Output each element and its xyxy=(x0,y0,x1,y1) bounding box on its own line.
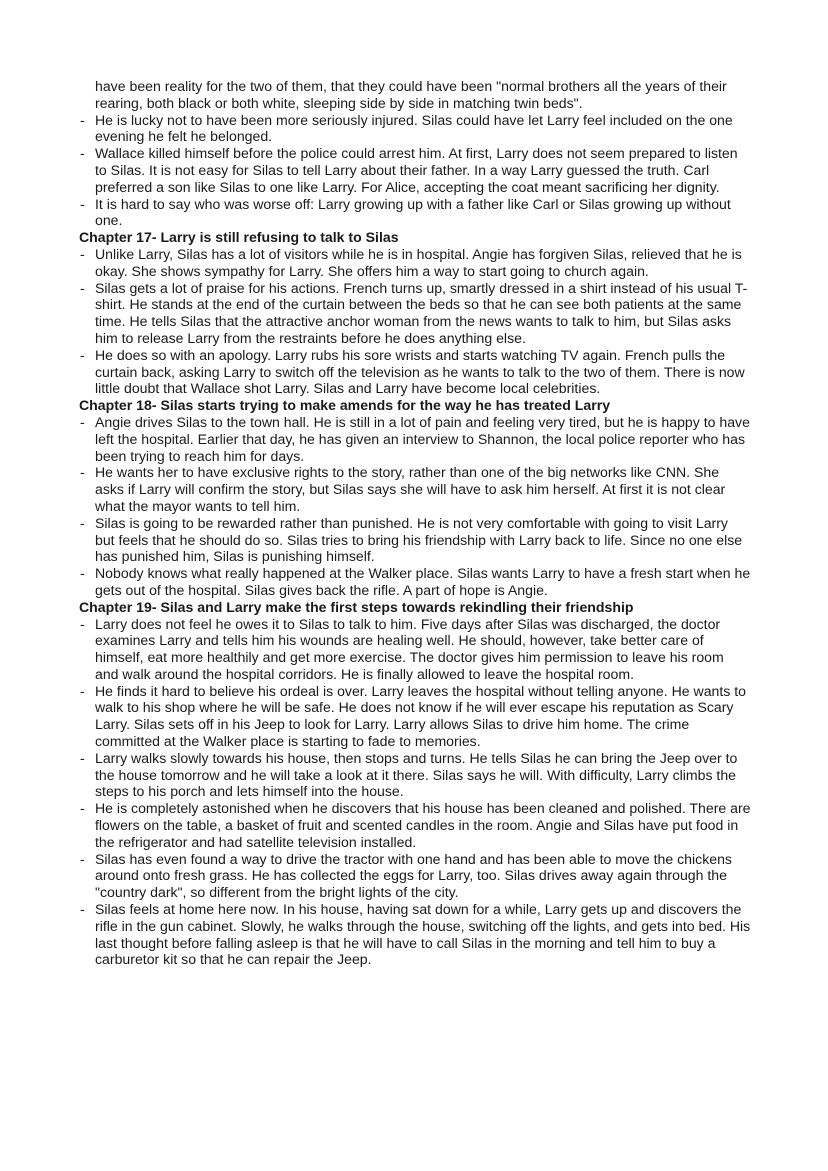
chapter-19-section xyxy=(79,599,751,969)
list-item: - He does so with an apology. Larry rubs his sore wrists and starts watching TV again. French pulls the curtain back, asking Larry to switch off the television as he wants to talk to the two of them. There is now little doubt that Wallace shot Larry. Silas and Larry have become local celebrities. xyxy=(79,347,751,397)
list-item: - Angie drives Silas to the town hall. He is still in a lot of pain and feeling very tired, but he is happy to have left the hospital. Earlier that day, he has given an interview to Shannon, the local police reporter who has been trying to reach him for days. xyxy=(79,414,751,464)
document-page xyxy=(79,78,751,968)
list-item: - Larry does not feel he owes it to Silas to talk to him. Five days after Silas was discharged, the doctor examines Larry and tells him his wounds are healing well. He should, however, take better care of himself, eat more healthily and get more exercise. The doctor gives him permission to leave his room and walk around the hospital corridors. He is finally allowed to leave the hospital room. xyxy=(79,616,751,683)
list-item: - Larry walks slowly towards his house, then stops and turns. He tells Silas he can bring the Jeep over to the house tomorrow and he will take a look at it there. Silas says he will. With difficulty, Larry climbs the steps to his porch and lets himself into the house. xyxy=(79,750,751,800)
chapter-17-section xyxy=(79,229,751,397)
list-item: - He wants her to have exclusive rights to the story, rather than one of the big networks like CNN. She asks if Larry will confirm the story, but Silas says she will have to ask him herself. At first it is not clear what the mayor wants to tell him. xyxy=(79,464,751,514)
chapter-bullet-list xyxy=(79,616,751,969)
chapter-heading: Chapter 19- Silas and Larry make the first steps towards rekindling their friendship xyxy=(79,598,634,615)
list-item: - Silas is going to be rewarded rather than punished. He is not very comfortable with going to visit Larry but feels that he should do so. Silas tries to bring his friendship with Larry back to life. Since no one else has punished him, Silas is punishing himself. xyxy=(79,515,751,565)
chapter-heading: Chapter 18- Silas starts trying to make amends for the way he has treated Larry xyxy=(79,397,611,414)
list-item: - Nobody knows what really happened at the Walker place. Silas wants Larry to have a fresh start when he gets out of the hospital. Silas gives back the rifle. A part of hope is Angie. xyxy=(79,565,751,599)
list-item: - Wallace killed himself before the police could arrest him. At first, Larry does not seem prepared to listen to Silas. It is not easy for Silas to tell Larry about their father. In a way Larry guessed the truth. Carl preferred a son like Silas to one like Larry. For Alice, accepting the coat meant sacrificing her dignity. xyxy=(79,145,751,195)
chapter-bullet-list xyxy=(79,246,751,397)
list-item: - He finds it hard to believe his ordeal is over. Larry leaves the hospital without telling anyone. He wants to walk to his shop where he will be safe. He does not know if he will ever escape his reputation as Scary Larry. Silas sets off in his Jeep to look for Larry. Larry allows Silas to drive him home. The crime committed at the Walker place is starting to fade to memories. xyxy=(79,683,751,750)
list-item: - Silas feels at home here now. In his house, having sat down for a while, Larry gets up and discovers the rifle in the gun cabinet. Slowly, he walks through the house, switching off the lights, and gets into bed. His last thought before falling asleep is that he will have to call Silas in the morning and tell him to buy a carburetor kit so that he can repair the Jeep. xyxy=(79,901,751,968)
list-item: - He is completely astonished when he discovers that his house has been cleaned and polished. There are flowers on the table, a basket of fruit and scented candles in the room. Angie and Silas have put food in the refrigerator and had satellite television installed. xyxy=(79,800,751,850)
chapter-heading: Chapter 17- Larry is still refusing to talk to Silas xyxy=(79,229,399,246)
chapter-18-section xyxy=(79,397,751,599)
list-item: - Silas has even found a way to drive the tractor with one hand and has been able to move the chickens around onto fresh grass. He has collected the eggs for Larry, too. Silas drives away again through the "country dark", so different from the bright lights of the city. xyxy=(79,851,751,901)
intro-bullet-list xyxy=(79,112,751,230)
list-item: - Unlike Larry, Silas has a lot of visitors while he is in hospital. Angie has forgiven Silas, relieved that he is okay. She shows sympathy for Larry. She offers him a way to start going to church again. xyxy=(79,246,751,280)
list-item: - It is hard to say who was worse off: Larry growing up with a father like Carl or Silas growing up without one. xyxy=(79,196,751,230)
list-item: - He is lucky not to have been more seriously injured. Silas could have let Larry feel included on the one evening he felt he belonged. xyxy=(79,112,751,146)
chapter-bullet-list xyxy=(79,414,751,599)
list-item: - Silas gets a lot of praise for his actions. French turns up, smartly dressed in a shirt instead of his usual T-shirt. He stands at the end of the curtain between the beds so that he can see both patients at the same time. He tells Silas that the attractive anchor woman from the news wants to talk to him, but Silas asks him to release Larry from the restraints before he does anything else. xyxy=(79,280,751,347)
intro-continuation: have been reality for the two of them, that they could have been "normal brothers all the years of their rearing, both black or both white, sleeping side by side in matching twin beds". xyxy=(95,78,727,111)
